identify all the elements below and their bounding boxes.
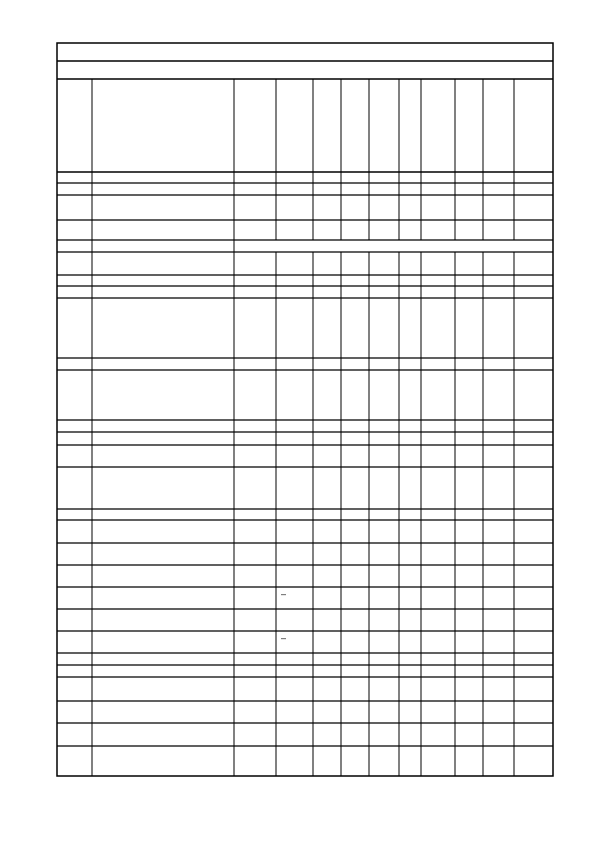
cell-dash-mark: – (281, 633, 287, 643)
cell-marks (281, 589, 286, 643)
cell-dash-mark: – (281, 589, 287, 599)
table-grid (57, 43, 553, 776)
table-frame (57, 43, 553, 776)
